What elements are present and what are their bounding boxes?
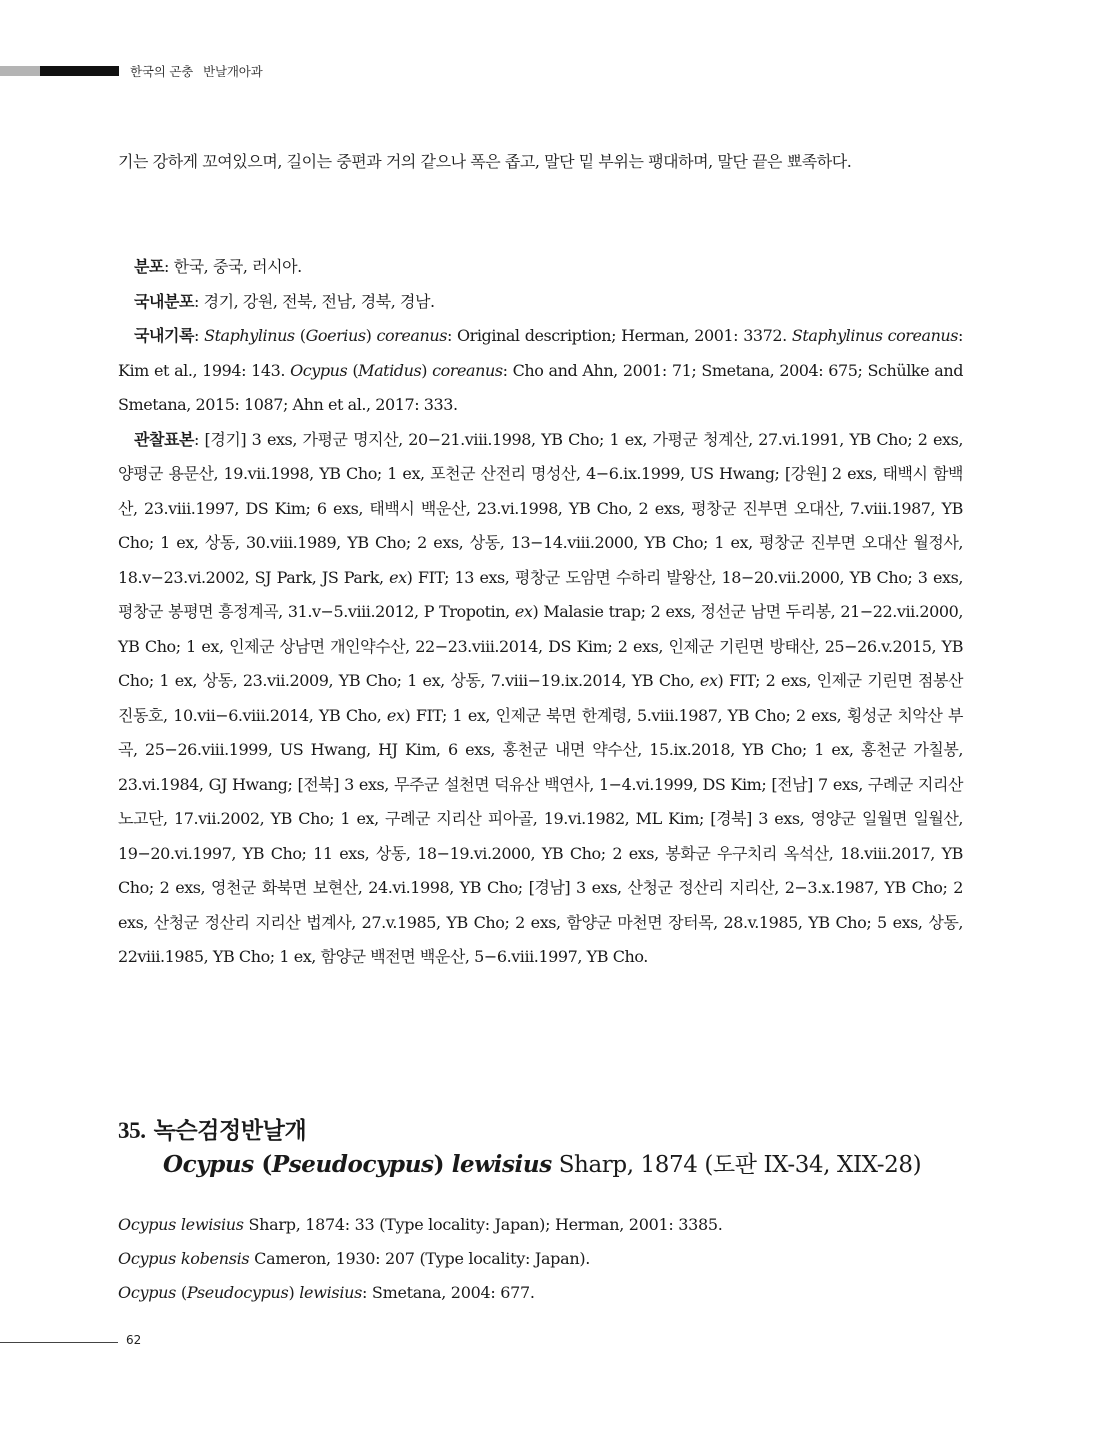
taxon-genus: Staphylinus [204,326,295,345]
species-genus: Ocypus [163,1151,254,1178]
specimens-ex: ex [389,567,407,587]
synonym-entry [118,1208,968,1242]
species-heading [118,1112,306,1145]
synonym-entry [118,1242,968,1276]
distribution-text: : 한국, 중국, 러시아. [164,257,302,276]
species-epithet: lewisius [451,1151,552,1178]
synonym-genus: Ocypus [118,1283,177,1302]
taxon-epithet: coreanus [432,360,503,380]
records-text: ( [294,326,306,345]
species-author: Sharp, 1874 [551,1152,698,1178]
synonym-paren: ( [176,1283,187,1302]
records-text: : Original description; Herman, 2001: 3372. [446,326,792,345]
header-decor-bar-black [40,66,119,76]
records-text: ) [365,326,377,345]
taxon-genus: Ocypus [290,360,348,380]
specimens-ex: ex [514,602,533,621]
species-number: 35. [118,1118,146,1143]
taxon-subgenus: Matidus [358,360,422,380]
running-header [130,62,263,80]
synonym-citation: Sharp, 1874: 33 (Type locality: Japan); Herman, 2001: 3385. [243,1215,723,1234]
taxon-subgenus: Goerius [305,326,366,345]
specimens-label: 관찰표본 [134,429,195,449]
species-subgenus: Pseudocypus [271,1151,434,1178]
records-text: : [194,326,205,345]
domestic-distribution-label: 국내분포 [134,291,195,311]
synonym-name: Ocypus lewisius [118,1215,244,1234]
synonym-entry [118,1276,968,1310]
specimens-text: ) FIT; 1 ex, 인제군 북면 한계령, 5.viii.1987, YB Cho; 2 exs, 횡성군 치악산 부곡, 25−26.viii.1999, US Hwang, HJ Kim, 6 exs, 홍천군 내면 약수산, 15.ix.2018, YB Cho; 1 ex, 홍천군 가칠봉, 23.vi.1984, GJ Hwang; [전북] 3 exs, 무주군 설천면 덕유산 백연사, 1−4.vi.1999, DS Kim; [전남] 7 exs, 구례군 지리산 노고단, 17.vii.2002, YB Cho; 1 ex, 구례군 지리산 피아골, 19.vi.1982, ML Kim; [경북] 3 exs, 영양군 일월면 일월산, 19−20.vi.1997, YB Cho; 11 exs, 상동, 18−19.vi.2000, YB Cho; 2 exs, 봉화군 우구치리 옥석산, 18.viii.2017, YB Cho; 2 exs, 영천군 화북면 보현산, 24.vi.1998, YB Cho; [경남] 3 exs, 산청군 정산리 지리산, 2−3.x.1987, YB Cho; 2 exs, 산청군 정산리 지리산 법계사, 27.v.1985, YB Cho; 2 exs, 함양군 마천면 장터목, 28.v.1985, YB Cho; 5 exs, 상동, 22viii.1985, YB Cho; 1 ex, 함양군 백전면 백운산, 5−6.viii.1997, YB Cho. [118,705,963,966]
records-text: : Kim et al., 1994: 143. [118,326,963,380]
synonym-citation: : Smetana, 2004: 677. [362,1283,535,1302]
synonym-paren: ) [288,1283,300,1302]
synonym-citation: Cameron, 1930: 207 (Type locality: Japan). [249,1249,591,1268]
page-number: 62 [126,1333,142,1347]
footer-rule [0,1342,118,1343]
records-text: ( [347,360,359,380]
records-text: ) [421,360,433,380]
taxon-name: Staphylinus coreanus [791,326,959,345]
domestic-distribution-text: : 경기, 강원, 전북, 전남, 경북, 경남. [194,291,435,311]
taxon-epithet: coreanus [376,326,447,345]
species-scientific-name: Ocypus (Pseudocypus) lewisius Sharp, 1874 (도판 IX-34, XIX-28) [163,1151,922,1178]
header-decor-bar-gray [0,66,40,76]
intro-paragraph: 기는 강하게 꼬여있으며, 길이는 중편과 거의 같으나 폭은 좁고, 말단 밑 부위는 팽대하며, 말단 끝은 뾰족하다. [118,152,852,171]
domestic-distribution-line [118,285,963,320]
specimens-ex: ex [699,671,718,690]
synonymy-list [118,1208,968,1310]
synonym-name: Ocypus kobensis [118,1249,250,1268]
distribution-line [118,250,963,285]
synonym-epithet: lewisius [299,1283,363,1302]
distribution-label: 분포 [134,257,165,276]
records-text: : Cho and Ahn, 2001: 71; Smetana, 2004: 675; Schülke and Smetana, 2015: 1087; Ahn et al., 2017: 333. [118,360,963,414]
records-section [118,250,963,975]
domestic-records-label: 국내기록 [134,326,195,345]
domestic-records-paragraph [118,319,963,423]
header-family: 반날개아과 [203,64,263,79]
header-book-title: 한국의 곤충 [130,64,194,79]
species-korean-name: 녹슨검정반날개 [153,1118,307,1144]
specimens-text: ) FIT; 2 exs, 인제군 기린면 점봉산 진동호, 10.vii−6.viii.2014, YB Cho, [118,671,963,725]
specimens-ex: ex [386,705,405,725]
specimens-text: : [경기] 3 exs, 가평군 명지산, 20−21.viii.1998, YB Cho; 1 ex, 가평군 청계산, 27.vi.1991, YB Cho; 2 exs, 양평군 용문산, 19.vii.1998, YB Cho; 1 ex, 포천군 산전리 명성산, 4−6.ix.1999, US Hwang; [강원] 2 exs, 태백시 함백산, 23.viii.1997, DS Kim; 6 exs, 태백시 백운산, 23.vi.1998, YB Cho, 2 exs, 평창군 진부면 오대산, 7.viii.1987, YB Cho; 1 ex, 상동, 30.viii.1989, YB Cho; 2 exs, 상동, 13−14.viii.2000, YB Cho; 1 ex, 평창군 진부면 오대산 월정사, 18.v−23.vi.2002, SJ Park, JS Park, [118,429,963,587]
specimens-paragraph [118,423,963,975]
species-plate-ref: (도판 IX-34, XIX-28) [697,1152,922,1178]
synonym-subgenus: Pseudocypus [186,1283,289,1302]
specimens-text: ) FIT; 13 exs, 평창군 도암면 수하리 발왕산, 18−20.vii.2000, YB Cho; 3 exs, 평창군 봉평면 흥정계곡, 31.v−5.viii.2012, P Tropotin, [118,567,963,621]
specimens-text: ) Malasie trap; 2 exs, 정선군 남면 두리봉, 21−22.vii.2000, YB Cho; 1 ex, 인제군 상남면 개인약수산, 22−23.viii.2014, DS Kim; 2 exs, 인제군 기린면 방태산, 25−26.v.2015, YB Cho; 1 ex, 상동, 23.vii.2009, YB Cho; 1 ex, 상동, 7.viii−19.ix.2014, YB Cho, [118,602,963,690]
